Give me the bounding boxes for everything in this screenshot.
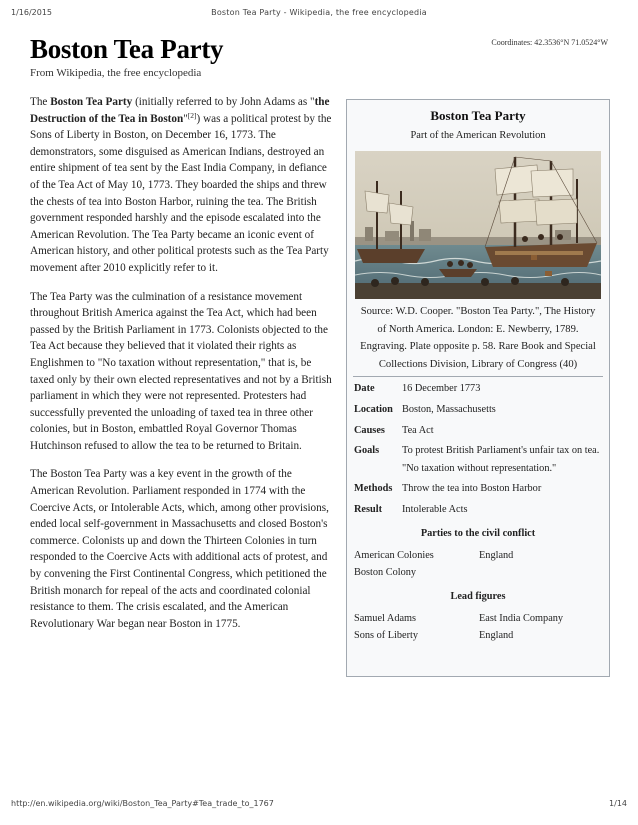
lead-sons-of-liberty[interactable]: Sons of Liberty [354, 630, 419, 642]
infobox-subtitle[interactable]: Part of the American Revolution [410, 130, 546, 141]
infobox-row-result [354, 501, 602, 519]
citation-link[interactable]: [2] [187, 110, 197, 120]
p1-mid1: (initially referred to by John Adams as " [132, 96, 315, 108]
p1-mid2: " [183, 112, 188, 125]
infobox-title: Boston Tea Party [430, 108, 526, 123]
paragraph-intro [30, 94, 336, 277]
parties-heading: Parties to the civil conflict [420, 527, 536, 539]
lead-england[interactable]: England [479, 630, 514, 642]
row-label: Result [354, 503, 383, 515]
lead-figures-heading: Lead figures [450, 590, 506, 602]
lead-figures-list [354, 610, 602, 645]
parties-list [354, 547, 602, 582]
infobox-row-location [354, 401, 602, 419]
leads-side-a [354, 610, 479, 645]
lead-east-india-company[interactable]: East India Company [479, 612, 564, 624]
print-page-number: 1/14 [609, 799, 627, 808]
infobox-row-causes [354, 422, 602, 440]
tea-party-engraving-image[interactable] [355, 151, 601, 299]
row-label: Goals [354, 445, 380, 457]
row-value: To protest British Parliament's unfair tax on tea. "No taxation without representation." [402, 445, 600, 474]
row-value[interactable]: Intolerable Acts [402, 503, 468, 515]
infobox [346, 99, 610, 677]
paragraph-key-event: The Boston Tea Party was a key event in the growth of the American Revolution. Parliament responded in 1774 with the Coercive Acts, or Intolerable Acts, which, among other provisions, ended local self-government in Massachusetts and closed Boston's commerce. Colonists up and down the Thirteen Colonies in turn responded to the Coercive Acts with additional acts of protest, and by convening the First Continental Congress, which petitioned the British monarch for repeal of the acts and coordinated colonial resistance to them. The crisis escalated, and the American Revolutionary War began near Boston in 1775. [30, 468, 329, 630]
page-subtitle: From Wikipedia, the free encyclopedia [30, 67, 202, 79]
print-page-title: Boston Tea Party - Wikipedia, the free encyclopedia [211, 8, 427, 17]
p1-bold-title: Boston Tea Party [50, 96, 133, 108]
row-value[interactable]: Boston, Massachusetts [402, 403, 496, 415]
party-boston-colony[interactable]: Boston Colony [354, 567, 417, 579]
row-label: Causes [354, 424, 385, 436]
image-caption: Source: W.D. Cooper. "Boston Tea Party.", The History of North America. London: E. Newberry, 1789. Engraving. Plate opposite p. 58. Rare Book and Special Collections Division, Library of Congress (40) [360, 306, 596, 370]
infobox-row-goals [354, 442, 602, 477]
lead-samuel-adams[interactable]: Samuel Adams [354, 612, 417, 624]
print-date: 1/16/2015 [11, 8, 53, 17]
p1-post: ) was a political protest by the Sons of Liberty in Boston, on December 16, 1773. The demonstrators, some disguised as American Indians, destroyed an entire shipment of tea sent by the East India Company, in defiance of the Tea Act of May 10, 1773. They boarded the ships and threw the chests of tea into Boston Harbor, ruining the tea. The British government responded harshly and the episode escalated into the American Revolution. The Tea Party became an iconic event of American history, and other political protests such as the Tea Party movement after 2010 explicitly refer to it. [30, 112, 332, 274]
row-label: Location [354, 403, 393, 415]
row-value: Throw the tea into Boston Harbor [402, 483, 542, 495]
infobox-row-date [354, 380, 602, 398]
paragraph-culmination: The Tea Party was the culmination of a resistance movement throughout British America against the Tea Act, which had been passed by the British Parliament in 1773. Colonists objected to the Tea Act because they believed that it violated their rights as Englishmen to "No taxation without representation," that is, be taxed only by their own elected representatives and not by a British parliament in which they were not represented. Protesters had successfully prevented the unloading of taxed tea in three other colonies, but in Boston, embattled Royal Governor Thomas Hutchinson refused to allow the tea to be returned to Britain. [30, 290, 332, 452]
print-footer [11, 799, 627, 811]
p1-bold-alt-name: the Destruction of the Tea in Boston [30, 96, 330, 125]
coordinates[interactable]: Coordinates: 42.3536°N 71.0524°W [491, 38, 608, 47]
parties-side-a [354, 547, 479, 582]
infobox-divider [353, 376, 603, 377]
parties-side-b [479, 547, 602, 582]
row-value: 16 December 1773 [402, 383, 481, 395]
row-label: Date [354, 383, 375, 395]
infobox-row-methods [354, 480, 602, 498]
leads-side-b [479, 610, 602, 645]
print-url: http://en.wikipedia.org/wiki/Boston_Tea_Party#Tea_trade_to_1767 [11, 799, 274, 808]
article-body [30, 94, 336, 644]
party-england[interactable]: England [479, 549, 514, 561]
p1-pre: The [30, 96, 51, 108]
row-label: Methods [354, 483, 393, 495]
infobox-facts [354, 380, 602, 518]
row-value[interactable]: Tea Act [402, 424, 434, 436]
print-header [11, 8, 627, 20]
page-title: Boston Tea Party [30, 34, 224, 64]
party-american-colonies[interactable]: American Colonies [354, 549, 434, 561]
